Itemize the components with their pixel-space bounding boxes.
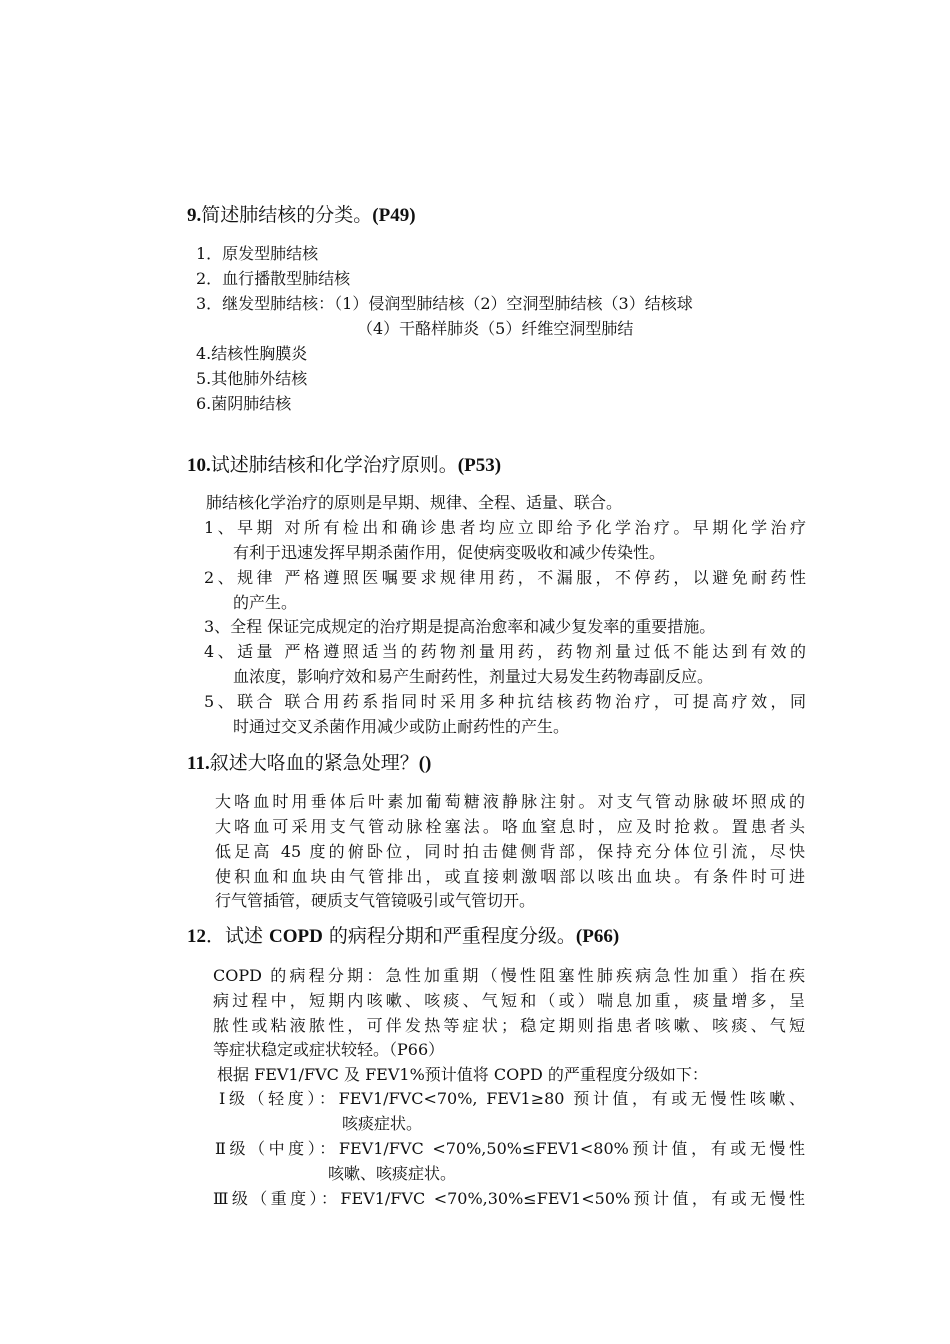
- paragraph-line: 病过程中，短期内咳嗽、咳痰、气短和（或）喘息加重，痰量增多，呈: [213, 991, 805, 1010]
- paragraph-line: Ⅰ级（轻度）：FEV1/FVC<70%, FEV1≥80 预计值，有或无慢性咳嗽、: [219, 1089, 805, 1108]
- paragraph-line: 肺结核化学治疗的原则是早期、规律、全程、适量、联合。: [206, 493, 623, 512]
- paragraph-line: 3、全程 保证完成规定的治疗期是提高治愈率和减少复发率的重要措施。: [204, 617, 716, 636]
- list-item: 4.结核性胸膜炎: [196, 344, 308, 363]
- list-item: 1．原发型肺结核: [196, 244, 319, 263]
- paragraph-line: 咳痰症状。: [342, 1114, 423, 1133]
- paragraph-line: 1、早期 对所有检出和确诊患者均应立即给予化学治疗。早期化学治疗: [204, 518, 806, 537]
- paragraph-line: 咳嗽、咳痰症状。: [328, 1164, 457, 1183]
- list-item: 5.其他肺外结核: [196, 369, 308, 388]
- paragraph-line: COPD 的病程分期：急性加重期（慢性阻塞性肺疾病急性加重）指在疾: [213, 966, 805, 985]
- list-item: 6.菌阴肺结核: [196, 394, 292, 413]
- paragraph-line: 血浓度，影响疗效和易产生耐药性，剂量过大易发生药物毒副反应。: [233, 667, 714, 686]
- paragraph-line: 等症状稳定或症状较轻。（P66）: [213, 1040, 445, 1059]
- paragraph-line: 脓性或粘液脓性，可伴发热等症状；稳定期则指患者咳嗽、咳痰、气短: [213, 1016, 805, 1035]
- paragraph-line: 有利于迅速发挥早期杀菌作用，促使病变吸收和减少传染性。: [233, 543, 666, 562]
- paragraph-line: 大咯血时用垂体后叶素加葡萄糖液静脉注射。对支气管动脉破坏照成的: [215, 792, 805, 811]
- paragraph-line: 行气管插管，硬质支气管镜吸引或气管切开。: [215, 891, 536, 910]
- paragraph-line: 4、适量 严格遵照适当的药物剂量用药，药物剂量过低不能达到有效的: [204, 642, 806, 661]
- paragraph-line: 时通过交叉杀菌作用减少或防止耐药性的产生。: [233, 717, 570, 736]
- paragraph-line: 大咯血可采用支气管动脉栓塞法。咯血窒息时，应及时抢救。置患者头: [215, 817, 805, 836]
- list-item: （4）干酪样肺炎（5）纤维空洞型肺结: [357, 319, 634, 338]
- q12-heading: 12．试述 COPD 的病程分期和严重程度分级。(P66): [187, 925, 620, 947]
- list-item: 3．继发型肺结核：（1）侵润型肺结核（2）空洞型肺结核（3）结核球: [196, 294, 693, 313]
- q10-heading: 10.试述肺结核和化学治疗原则。(P53): [187, 454, 502, 476]
- paragraph-line: Ⅲ级（重度）：FEV1/FVC <70%,30%≤FEV1<50%预计值，有或无慢性: [213, 1189, 805, 1208]
- paragraph-line: Ⅱ级（中度）：FEV1/FVC <70%,50%≤FEV1<80%预计值，有或无慢性: [215, 1139, 805, 1158]
- list-item: 2．血行播散型肺结核: [196, 269, 351, 288]
- paragraph-line: 使积血和血块由气管排出，或直接刺激咽部以咳出血块。有条件时可进: [215, 867, 805, 886]
- paragraph-line: 2、规律 严格遵照医嘱要求规律用药，不漏服，不停药，以避免耐药性: [204, 568, 806, 587]
- paragraph-line: 根据 FEV1/FVC 及 FEV1%预计值将 COPD 的严重程度分级如下：: [217, 1065, 708, 1084]
- paragraph-line: 5、联合 联合用药系指同时采用多种抗结核药物治疗，可提高疗效，同: [204, 692, 806, 711]
- q11-heading: 11.叙述大咯血的紧急处理？(): [187, 752, 432, 774]
- q9-heading: 9.简述肺结核的分类。(P49): [187, 204, 416, 226]
- paragraph-line: 低足高 45 度的俯卧位，同时拍击健侧背部，保持充分体位引流，尽快: [215, 842, 805, 861]
- paragraph-line: 的产生。: [233, 593, 298, 612]
